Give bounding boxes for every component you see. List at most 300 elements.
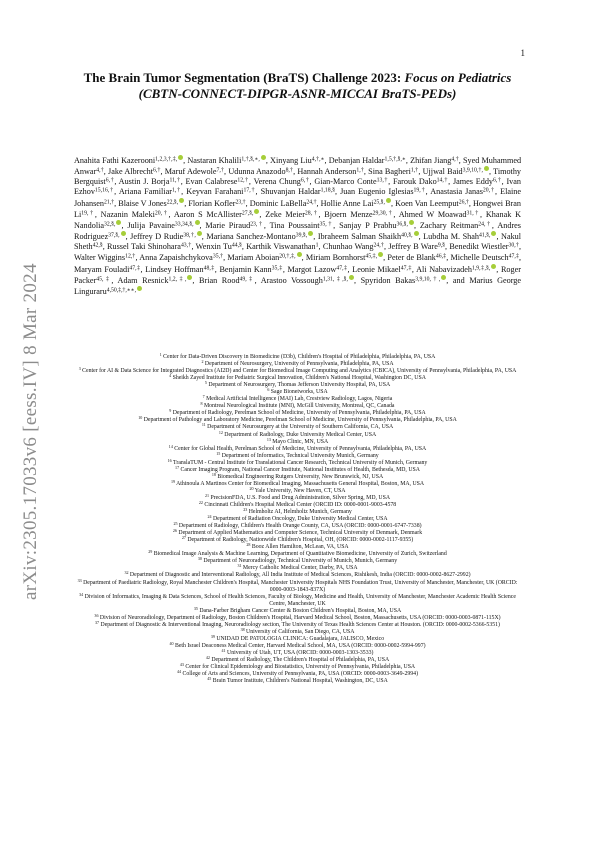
author bbox=[145, 265, 215, 274]
author-affiliation-marks: 14,† bbox=[436, 177, 449, 184]
author-name: Aaron S McAllister bbox=[173, 209, 242, 219]
author bbox=[228, 167, 293, 176]
author bbox=[74, 253, 135, 262]
author-affiliation-marks: 41,§, bbox=[478, 232, 491, 239]
author bbox=[74, 265, 141, 274]
author-name: Farouk Dako bbox=[392, 177, 437, 187]
author bbox=[297, 167, 364, 176]
author-affiliation-marks: 26,† bbox=[458, 199, 469, 206]
affiliation-text: Cancer Imaging Program, National Cancer Institute, National Institutes of Health, Bethesda, MD, USA bbox=[179, 466, 420, 473]
affiliation-item bbox=[72, 457, 523, 467]
affiliation-text: University of California, San Diego, CA, USA bbox=[244, 628, 355, 635]
affiliation-number: 44 bbox=[177, 669, 182, 675]
orcid-icon[interactable] bbox=[386, 198, 391, 203]
affiliation-text: Department of Radiology, Perelman School of Medicine, University of Pennsylvania, Philadelphia, PA, USA bbox=[171, 410, 426, 417]
affiliation-number: 43 bbox=[179, 662, 184, 668]
affiliation-item bbox=[72, 464, 523, 474]
author-name: Marie Piraud bbox=[205, 220, 251, 230]
orcid-icon[interactable] bbox=[491, 231, 496, 236]
affiliation-text: Department of Diagnostic & Interventional Imaging, Neuroradiology section, The University of Texas Health Sciences Center at Houston. (ORCID: 0000-0002-5366-5351) bbox=[99, 621, 500, 628]
author-name: Evan Calabrese bbox=[185, 177, 238, 187]
author-affiliation-marks: 27,§, bbox=[241, 210, 254, 217]
author-name: Shuvanjan Haldar bbox=[260, 187, 321, 197]
author-name: Arastoo Vossough bbox=[260, 275, 323, 285]
author-name: Mariam Aboian bbox=[227, 253, 280, 263]
author-affiliation-marks: 45,‡ bbox=[96, 276, 112, 283]
author-name: Bjoern Menze bbox=[324, 209, 373, 219]
author bbox=[119, 187, 181, 196]
affiliation-number: 34 bbox=[79, 591, 84, 597]
paper-title bbox=[70, 70, 525, 102]
affiliation-number: 10 bbox=[138, 415, 143, 421]
affiliation-number: 15 bbox=[216, 450, 221, 456]
author bbox=[423, 167, 489, 176]
author-name: Jake Albrecht bbox=[108, 167, 153, 177]
author-affiliation-marks: 12,† bbox=[125, 253, 136, 260]
author-name: Adam Resnick bbox=[117, 275, 169, 285]
author bbox=[451, 253, 519, 262]
author bbox=[416, 265, 496, 274]
affiliation-text: Biomedical Image Analysis & Machine Learning, Department of Quantitative Biomedicine, University of Zurich, Switzerland bbox=[152, 551, 447, 558]
author bbox=[314, 177, 388, 186]
orcid-icon[interactable] bbox=[308, 231, 313, 236]
author bbox=[118, 199, 184, 208]
author-name: Ivan Ezhov bbox=[74, 177, 522, 197]
author bbox=[270, 221, 334, 230]
author-name: Ariana Familiar bbox=[118, 187, 172, 197]
author-affiliation-marks: 23,† bbox=[235, 199, 246, 206]
affiliation-number: 16 bbox=[167, 457, 172, 463]
affiliation-number: 29 bbox=[148, 549, 153, 555]
author bbox=[387, 253, 446, 262]
author-affiliation-marks: 1,† bbox=[171, 187, 182, 194]
affiliation-number: 31 bbox=[237, 563, 242, 569]
author bbox=[420, 221, 492, 230]
affiliation-text: Department of Neurosurgery, University of Pennsylvania, Philadelphia, PA, USA bbox=[203, 361, 394, 368]
affiliation-text: Center for Clinical Epidemiology and Biostatistics, University of Pennsylvania, Philadelphia, USA bbox=[183, 664, 416, 671]
author bbox=[368, 167, 418, 176]
author-affiliation-marks: 42,§ bbox=[92, 242, 103, 249]
affiliation-number: 33 bbox=[77, 577, 82, 583]
author-affiliation-marks: 28,† bbox=[304, 210, 319, 217]
author-name: Austin J. Borja bbox=[118, 177, 170, 187]
affiliation-item bbox=[72, 471, 523, 481]
orcid-icon[interactable] bbox=[195, 220, 200, 225]
author-affiliation-marks: 6,† bbox=[153, 167, 161, 174]
author-affiliation-marks: 37,§, bbox=[108, 232, 120, 239]
affiliation-item bbox=[72, 577, 523, 594]
author-name: Brian Rood bbox=[199, 275, 240, 285]
orcid-icon[interactable] bbox=[261, 155, 266, 160]
orcid-icon[interactable] bbox=[441, 275, 446, 280]
affiliation-text: Department of Radiation Oncology, Duke University Medical Center, USA bbox=[211, 516, 388, 523]
author-affiliation-marks: 32,§, bbox=[104, 221, 116, 228]
author-name: Syed Muhammed Anwar bbox=[74, 156, 522, 177]
author-name: Nakul Sheth bbox=[74, 232, 522, 252]
author-name: Peter de Blank bbox=[387, 253, 436, 263]
author-affiliation-marks: 9,§ bbox=[437, 242, 446, 249]
author-affiliation-marks: 11,† bbox=[169, 177, 181, 184]
affiliation-item bbox=[72, 436, 523, 446]
affiliation-number: 25 bbox=[173, 521, 178, 527]
arxiv-identifier: arXiv:2305.17033v6 [eess.IV] 8 Mar 2024 bbox=[20, 263, 41, 600]
author bbox=[361, 276, 447, 285]
author-name: Miriam Bornhorst bbox=[305, 253, 366, 263]
affiliation-text: Department of Neurosurgery at the University of Southern California, CA, USA bbox=[205, 424, 394, 431]
affiliation-number: 18 bbox=[211, 471, 216, 477]
affiliation-text: Department of Pathology and Laboratory Medicine, Perelman School of Medicine, University of Pennsylvania, Philadelphia, PA, USA bbox=[142, 417, 457, 424]
affiliation-item bbox=[72, 502, 523, 509]
affiliation-text: College of Arts and Sciences, University of Pennsylvania, PA, USA (ORCID: 0000-0003-3649-2994) bbox=[181, 671, 418, 678]
title-main: The Brain Tumor Segmentation (BraTS) Challenge 2023: bbox=[83, 70, 405, 85]
affiliation-item bbox=[72, 488, 523, 495]
affiliation-item bbox=[72, 443, 523, 453]
affiliation-text: Biomedical Engineering Rutgers University, New Brunswick, NJ, USA bbox=[215, 473, 384, 480]
author bbox=[188, 199, 245, 208]
author-affiliation-marks: 1,†,§,∗, bbox=[241, 156, 260, 163]
author bbox=[186, 177, 249, 186]
author-name: Ali Nabavizadeh bbox=[416, 264, 472, 274]
affiliation-item bbox=[72, 636, 523, 643]
affiliation-number: 11 bbox=[201, 422, 206, 428]
author-affiliation-marks: 23,† bbox=[250, 221, 264, 228]
author bbox=[165, 167, 224, 176]
author-affiliation-marks: 44,§ bbox=[231, 242, 242, 249]
author bbox=[339, 221, 414, 230]
affiliation-item bbox=[72, 429, 523, 439]
author-name: Margot Lazow bbox=[287, 264, 337, 274]
orcid-icon[interactable] bbox=[197, 231, 202, 236]
author-affiliation-marks: 36,§, bbox=[396, 221, 408, 228]
author-name: Elaine Johansen bbox=[74, 187, 522, 208]
affiliation-number: 2 bbox=[201, 359, 204, 365]
author-affiliation-marks: 46,‡ bbox=[435, 253, 447, 260]
orcid-icon[interactable] bbox=[116, 220, 121, 225]
affiliation-text: Department of Applied Mathematics and Computer Science, Technical University of Denmark, Denmark bbox=[176, 530, 423, 537]
author-affiliation-marks: 4,† bbox=[96, 167, 104, 174]
affiliation-text: Sheikh Zayed Institute for Pediatric Surgical Innovation, Children's National Hospital, Washington DC, USA bbox=[171, 375, 426, 382]
affiliation-text: Mayo Clinic, MN, USA bbox=[270, 438, 329, 445]
affiliation-item bbox=[72, 650, 523, 657]
affiliation-text: Department of Paediatric Radiology, Royal Manchester Children's Hospital, Manchester University Hospitals NHS Foundation Trust, University of Manchester, Manchester, UK (ORCID: 0000-0003-1843-837X) bbox=[81, 579, 518, 593]
author bbox=[101, 210, 169, 219]
author-affiliation-marks: 47,‡ bbox=[508, 253, 519, 260]
author bbox=[227, 253, 301, 262]
author bbox=[261, 187, 335, 196]
affiliation-item bbox=[72, 643, 523, 650]
affiliation-text: Montreal Neurological Institute (MNI), McGill University, Montreal, QC, Canada bbox=[202, 403, 395, 410]
author bbox=[453, 177, 502, 186]
author-name: Maruf Adewole bbox=[164, 167, 217, 177]
affiliation-number: 3 bbox=[78, 366, 81, 372]
author-affiliation-marks: 20,†,‡, bbox=[279, 253, 296, 260]
affiliation-text: University of Utah, UT, USA (ORCID: 0000-0003-1303-3533) bbox=[225, 649, 374, 656]
author-affiliation-marks: 22,§, bbox=[166, 199, 179, 206]
author-name: Sina Bagheri bbox=[368, 167, 411, 177]
author bbox=[139, 253, 223, 262]
author-affiliation-marks: 1 bbox=[315, 242, 319, 249]
affiliation-number: 19 bbox=[170, 479, 175, 485]
orcid-icon[interactable] bbox=[121, 231, 126, 236]
author-name: Karthik Viswanathan bbox=[246, 242, 316, 252]
affiliation-text: Center for AI & Data Science for Integrated Diagnostics (AI2D) and Center for Biomedical Image Computing and Analytics (CBICA), University of Pennsylvania, Philadelphia, PA, USA bbox=[80, 368, 517, 375]
author-name: Ujjwal Baid bbox=[422, 167, 463, 177]
affiliation-text: Athinoula A Martinos Center for Biomedical Imaging, Massachusetts General Hospital, Boston, MA, USA bbox=[174, 480, 425, 487]
affiliation-number: 8 bbox=[200, 401, 203, 407]
author-affiliation-marks: 1,18,§ bbox=[320, 187, 335, 194]
affiliation-number: 37 bbox=[95, 619, 100, 625]
author-name: Mariana Sanchez-Montano bbox=[206, 232, 296, 242]
affiliation-text: Cincinnati Children's Hospital Medical Center (ORCID ID: 0000-0001-9003-4578 bbox=[202, 501, 397, 508]
author-affiliation-marks: 19,† bbox=[81, 210, 95, 217]
author-affiliation-marks: 3,9,10,†, bbox=[415, 276, 441, 283]
author bbox=[323, 242, 384, 251]
author-affiliation-marks: 13,† bbox=[376, 177, 389, 184]
author-affiliation-marks: 40,§, bbox=[401, 232, 413, 239]
author-affiliation-marks: 15,16,† bbox=[94, 187, 115, 194]
author-affiliation-marks: 39,§, bbox=[295, 232, 308, 239]
affiliation-text: Beth Israel Deaconess Medical Center, Harvard Medical School, MA, USA (ORCID: 0000-0002-5994-997) bbox=[173, 642, 426, 649]
author-affiliation-marks: 47,‡ bbox=[129, 264, 141, 271]
author-affiliation-marks: 6,† bbox=[105, 177, 115, 184]
author-affiliation-marks: 6,† bbox=[300, 177, 310, 184]
affiliation-item bbox=[72, 354, 523, 361]
orcid-icon[interactable] bbox=[491, 264, 496, 269]
affiliation-item bbox=[72, 424, 523, 431]
author-name: James Eddy bbox=[452, 177, 494, 187]
author-name: Wenxin Tu bbox=[195, 242, 232, 252]
affiliation-list bbox=[72, 354, 523, 685]
affiliation-number: 6 bbox=[267, 387, 270, 393]
author-affiliation-marks: 25,§, bbox=[373, 199, 385, 206]
author-name: Spyridon Bakas bbox=[360, 275, 416, 285]
author-affiliation-marks: 4,†,∗ bbox=[311, 156, 325, 163]
affiliation-item bbox=[72, 678, 523, 685]
affiliation-item bbox=[72, 591, 523, 608]
author-name: Blaise V Jones bbox=[118, 198, 167, 208]
author bbox=[246, 242, 318, 251]
orcid-icon[interactable] bbox=[179, 198, 184, 203]
author-name: Florian Kofler bbox=[188, 198, 236, 208]
affiliation-number: 40 bbox=[169, 641, 174, 647]
author-name: Verena Chung bbox=[253, 177, 301, 187]
author-name: Debanjan Haldar bbox=[328, 156, 385, 165]
author-name: Benedikt Wiestler bbox=[449, 242, 509, 252]
affiliation-item bbox=[72, 495, 523, 502]
author-affiliation-marks: 33,34,§, bbox=[174, 221, 194, 228]
orcid-icon[interactable] bbox=[484, 166, 489, 171]
author-name: Anna Zapaishchykova bbox=[139, 253, 213, 263]
author-name: Dominic LaBella bbox=[249, 198, 307, 208]
orcid-icon[interactable] bbox=[349, 275, 354, 280]
author-affiliation-marks: 24,† bbox=[478, 221, 492, 228]
author-name: Ibraheem Salman Shaikh bbox=[317, 232, 402, 242]
affiliation-text: Brain Tumor Institute, Children's National Hospital, Washington, DC, USA bbox=[211, 678, 388, 685]
affiliation-text: Center for Data-Driven Discovery in Biomedicine (D3b), Children's Hospital of Philadelphia, Philadelphia, PA, USA bbox=[161, 354, 436, 360]
author-name: Nazanin Maleki bbox=[100, 209, 155, 219]
affiliation-number: 32 bbox=[124, 570, 129, 576]
author-affiliation-marks: 1,2,‡, bbox=[168, 276, 187, 283]
orcid-icon[interactable] bbox=[178, 155, 183, 160]
orcid-icon[interactable] bbox=[414, 231, 419, 236]
author-name: Hollie Anne Lai bbox=[320, 198, 374, 208]
affiliation-number: 42 bbox=[205, 655, 210, 661]
author-affiliation-marks: 1,5,†,§,∗ bbox=[384, 156, 406, 163]
author-name: Koen Van Leemput bbox=[395, 198, 459, 208]
affiliation-item bbox=[72, 657, 523, 664]
orcid-icon[interactable] bbox=[187, 275, 192, 280]
affiliation-number: 4 bbox=[169, 373, 172, 379]
affiliation-item bbox=[72, 612, 523, 622]
affiliation-text: Mercy Catholic Medical Center, Darby, PA, USA bbox=[241, 565, 358, 572]
author-name: Russel Taki Shinohara bbox=[107, 242, 181, 252]
orcid-icon[interactable] bbox=[378, 252, 383, 257]
author bbox=[265, 210, 318, 219]
author-name: Sanjay P Prabhu bbox=[339, 220, 397, 230]
affiliation-text: Yale University, New Haven, CT, USA bbox=[253, 487, 346, 494]
author-name: Jeffrey D Rudie bbox=[130, 232, 184, 242]
affiliation-text: Division of Informatics, Imaging & Data Sciences, School of Health Sciences, Faculty of Biology, Medicine and Health, University of Manchester, Manchester Academic Health Science Centre, Manchester, UK bbox=[83, 593, 516, 607]
affiliation-item bbox=[72, 619, 523, 629]
author-name: Xinyang Liu bbox=[270, 156, 312, 165]
author-name: Hannah Anderson bbox=[297, 167, 357, 177]
affiliation-text: Helmholtz AI, Helmholtz Munich, Germany bbox=[247, 509, 352, 516]
author-affiliation-marks: 43,† bbox=[180, 242, 192, 249]
author-name: Andres Rodriguez bbox=[74, 220, 521, 242]
affiliation-number: 23 bbox=[243, 507, 248, 513]
author bbox=[340, 187, 426, 196]
affiliation-text: UNIDAD DE PATOLOGIA CLINICA: Guadalajara, JALISCO, Mexico bbox=[214, 635, 385, 642]
author-affiliation-marks: 47,‡ bbox=[336, 264, 348, 271]
author-affiliation-marks: 45,‡, bbox=[365, 253, 378, 260]
affiliation-number: 38 bbox=[240, 627, 245, 633]
affiliation-item bbox=[72, 605, 523, 615]
author-name: Nastaran Khalili bbox=[187, 156, 242, 165]
author-affiliation-marks: 24,† bbox=[306, 199, 317, 206]
affiliation-number: 45 bbox=[207, 676, 212, 682]
affiliation-item bbox=[72, 572, 523, 579]
affiliation-text: Department of Radiology, Duke University Medical Center, USA bbox=[222, 431, 377, 438]
author bbox=[127, 221, 199, 230]
affiliation-number: 14 bbox=[168, 443, 173, 449]
author-affiliation-marks: 1,† bbox=[410, 167, 419, 174]
author-affiliation-marks: 1,9,‡,§, bbox=[471, 264, 491, 271]
affiliation-number: 39 bbox=[210, 634, 215, 640]
orcid-icon[interactable] bbox=[297, 252, 302, 257]
author-affiliation-marks: 12,† bbox=[237, 177, 249, 184]
author-affiliation-marks: 35,† bbox=[212, 253, 224, 260]
author bbox=[306, 253, 383, 262]
author bbox=[107, 242, 191, 251]
affiliation-number: 7 bbox=[202, 394, 205, 400]
affiliation-text: PrecisionFDA, U.S. Food and Drug Administration, Silver Spring, MD, USA bbox=[209, 494, 391, 501]
author-affiliation-marks: 6,† bbox=[493, 177, 502, 184]
affiliation-number: 30 bbox=[197, 556, 202, 562]
author-name: Gian-Marco Conte bbox=[314, 177, 377, 187]
author bbox=[352, 265, 412, 274]
affiliation-number: 17 bbox=[175, 464, 180, 470]
author bbox=[329, 156, 406, 165]
author-name: Zhifan Jiang bbox=[410, 156, 452, 165]
author bbox=[423, 232, 496, 241]
affiliation-number: 36 bbox=[94, 612, 99, 618]
orcid-icon[interactable] bbox=[254, 209, 259, 214]
author-affiliation-marks: 3,9,10,†, bbox=[462, 167, 483, 174]
author bbox=[388, 242, 445, 251]
affiliation-number: 9 bbox=[169, 408, 172, 414]
author-affiliation-marks: 4,† bbox=[451, 156, 459, 163]
affiliation-text: Department of Informatics, Technical University Munich, Germany bbox=[220, 452, 379, 459]
author-name: Tina Poussaint bbox=[269, 220, 320, 230]
author bbox=[219, 265, 282, 274]
affiliation-text: Department of Radiology, The Children's Hospital of Philadelphia, PA, USA bbox=[209, 657, 390, 664]
author-affiliation-marks: 19,† bbox=[413, 187, 426, 194]
orcid-icon[interactable] bbox=[137, 286, 142, 291]
author-affiliation-marks: 17,† bbox=[243, 187, 256, 194]
author bbox=[74, 156, 183, 165]
affiliation-number: 21 bbox=[204, 493, 210, 499]
affiliation-number: 35 bbox=[193, 605, 198, 611]
page-number: 1 bbox=[520, 48, 525, 58]
author bbox=[393, 177, 448, 186]
author-affiliation-marks: 38,†, bbox=[183, 232, 196, 239]
affiliation-number: 13 bbox=[266, 436, 271, 442]
author bbox=[449, 242, 519, 251]
affiliation-text: Center for Global Health, Perelman School of Medicine, University of Pennsylvania, Philadelphia, PA, USA bbox=[172, 445, 427, 452]
author-affiliation-marks: 35,† bbox=[319, 221, 334, 228]
author bbox=[288, 265, 348, 274]
author-affiliation-marks: 8,† bbox=[285, 167, 294, 174]
author-affiliation-marks: 7,† bbox=[216, 167, 225, 174]
author bbox=[108, 167, 160, 176]
author-name: Chunhao Wang bbox=[322, 242, 374, 252]
affiliation-text: Department of Neuroradiology, Technical University of Munich, Munich, Germany bbox=[201, 558, 398, 565]
affiliation-number: 12 bbox=[218, 429, 223, 435]
author-affiliation-marks: 21,† bbox=[104, 199, 115, 206]
author-name: Lindsey Hoffman bbox=[145, 264, 204, 274]
author-name: Anahita Fathi Kazerooni bbox=[74, 156, 156, 165]
orcid-icon[interactable] bbox=[409, 220, 414, 225]
affiliation-text: Department of Neurosurgery, Thomas Jefferson University Hospital, PA, USA bbox=[206, 382, 391, 389]
author bbox=[199, 276, 255, 285]
author-name: Leonie Mikael bbox=[352, 264, 401, 274]
author-affiliation-marks: 1,31,‡,§, bbox=[322, 276, 348, 283]
affiliation-number: 5 bbox=[204, 380, 207, 386]
affiliation-text: Medical Artificial Intelligence (MAI) Lab, Crestview Radiology, Lagos, Nigeria bbox=[204, 396, 393, 403]
author-name: Jeffrey B Ware bbox=[388, 242, 438, 252]
affiliation-item bbox=[72, 450, 523, 460]
author bbox=[430, 187, 495, 196]
author-affiliation-marks: 1,2,3,†,‡, bbox=[155, 156, 178, 163]
affiliation-number: 26 bbox=[172, 528, 177, 534]
affiliation-number: 1 bbox=[159, 352, 162, 358]
author-name: Roger Packer bbox=[74, 264, 521, 285]
author-name: Anastasia Janas bbox=[430, 187, 483, 197]
author bbox=[321, 199, 391, 208]
author bbox=[118, 276, 193, 285]
author-name: Walter Wiggins bbox=[74, 253, 126, 263]
author-name: Keyvan Farahani bbox=[186, 187, 244, 197]
author-name: Maryam Fouladi bbox=[74, 264, 130, 274]
author-affiliation-marks: 20,† bbox=[482, 187, 495, 194]
author-name: Zeke Meier bbox=[265, 209, 305, 219]
author-name: Hongwei Bran Li bbox=[74, 198, 521, 219]
affiliation-text: TranslaTUM - Central Institute for Translational Cancer Research, Technical University of Munich, Germany bbox=[171, 459, 428, 466]
author bbox=[119, 177, 181, 186]
affiliation-item bbox=[72, 481, 523, 488]
author-affiliation-marks: 1,† bbox=[356, 167, 364, 174]
author-name: Marius George Linguraru bbox=[74, 275, 522, 296]
